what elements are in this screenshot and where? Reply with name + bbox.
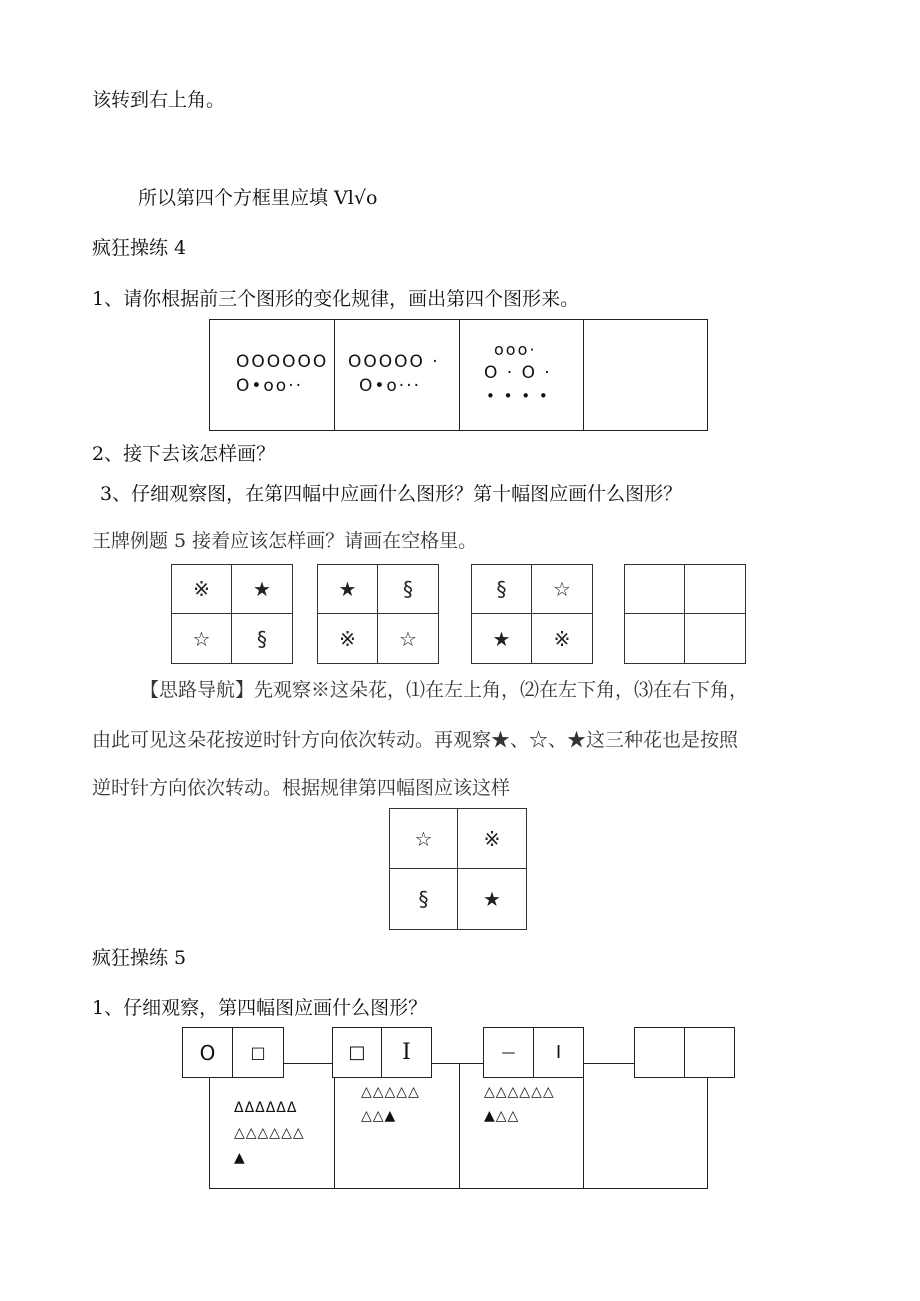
question-3: 3、仔细观察图，在第四幅中应画什么图形？第十幅图应画什么图形？ — [100, 483, 683, 505]
answer-panel-blank[interactable] — [584, 1064, 707, 1188]
pattern-panel-1 — [210, 320, 335, 430]
grid-cell-blank[interactable] — [685, 614, 745, 663]
grid-cell: ☆ — [532, 565, 592, 614]
grid-cell: ★ — [232, 565, 292, 614]
circle-row: ooo· — [494, 340, 537, 359]
triangle-row: ▲△△ — [484, 1108, 520, 1124]
triangle-row: △△▲ — [361, 1108, 397, 1124]
grid-cell: § — [378, 565, 438, 614]
pattern-panel-2 — [335, 1064, 460, 1188]
pattern-panel-3 — [460, 1064, 584, 1188]
grid-cell-blank[interactable] — [625, 614, 685, 663]
grid-cell: § — [257, 626, 267, 651]
grid-cell: § — [390, 869, 458, 929]
shape-box: I — [533, 1027, 584, 1078]
grid-cell-blank[interactable] — [685, 565, 745, 614]
flower-grid-answer — [389, 808, 527, 930]
shape-box: O — [182, 1027, 233, 1078]
circle-pattern-row — [209, 319, 708, 431]
shape-box: □ — [232, 1027, 284, 1078]
shape-box: I — [381, 1027, 432, 1078]
grid-cell: ☆ — [172, 614, 232, 663]
grid-cell: ★ — [318, 565, 378, 614]
circle-row: O•o··· — [359, 376, 422, 396]
text-line: 该转到右上角。 — [92, 89, 226, 111]
flower-grid-3 — [471, 564, 593, 664]
triangle-row: ΔΔΔΔΔΔ — [234, 1100, 298, 1116]
triangle-pattern-row — [209, 1063, 708, 1189]
grid-cell: ☆ — [399, 626, 417, 651]
flower-grid-2 — [317, 564, 439, 664]
circle-row: O · O · — [484, 363, 552, 383]
section-heading: 疯狂操练 5 — [92, 947, 187, 969]
grid-cell-blank[interactable] — [625, 565, 685, 614]
grid-cell: § — [472, 565, 532, 614]
grid-cell: ※ — [172, 565, 232, 614]
grid-cell: ※ — [458, 809, 526, 869]
shape-box-blank[interactable] — [684, 1027, 735, 1078]
pattern-panel-3 — [460, 320, 584, 430]
flower-grid-blank[interactable] — [624, 564, 746, 664]
answer-panel-blank[interactable] — [584, 320, 707, 430]
pattern-panel-1 — [210, 1064, 335, 1188]
section-heading: 疯狂操练 4 — [92, 237, 187, 259]
grid-cell: ☆ — [390, 809, 458, 869]
shape-box: □ — [332, 1027, 382, 1078]
grid-cell: ※ — [553, 626, 571, 651]
grid-cell: ★ — [472, 614, 532, 663]
grid-cell: ※ — [318, 614, 378, 663]
flower-grid-1 — [171, 564, 293, 664]
circle-row: • • • • — [486, 387, 550, 405]
circle-row: OOOOO · — [348, 352, 440, 372]
triangle-row: △△△△△△ — [484, 1084, 555, 1100]
shape-box-blank[interactable] — [634, 1027, 685, 1078]
example-heading: 王牌例题 5 接着应该怎样画？请画在空格里。 — [92, 530, 478, 552]
explanation-line: 【思路导航】先观察※这朵花，⑴在左上角，⑵在左下角，⑶在右下角， — [140, 679, 749, 701]
question-1: 1、仔细观察，第四幅图应画什么图形？ — [92, 997, 428, 1019]
text-line: 所以第四个方框里应填 Vl√o — [138, 187, 378, 209]
triangle-row: △△△△△△ — [234, 1125, 305, 1141]
explanation-line: 由此可见这朵花按逆时针方向依次转动。再观察★、☆、★这三种花也是按照 — [92, 729, 739, 751]
triangle-row: △△△△△ — [361, 1084, 420, 1100]
pattern-panel-2 — [335, 320, 460, 430]
triangle-row: ▲ — [234, 1150, 247, 1166]
shape-box: — — [483, 1027, 534, 1078]
circle-row: OOOOOO — [236, 352, 329, 372]
explanation-line: 逆时针方向依次转动。根据规律第四幅图应该这样 — [92, 777, 511, 799]
question-1: 1、请你根据前三个图形的变化规律，画出第四个图形来。 — [92, 288, 580, 310]
grid-cell: ★ — [483, 887, 501, 911]
question-2: 2、接下去该怎样画？ — [92, 443, 276, 465]
circle-row: O•oo·· — [236, 376, 304, 396]
